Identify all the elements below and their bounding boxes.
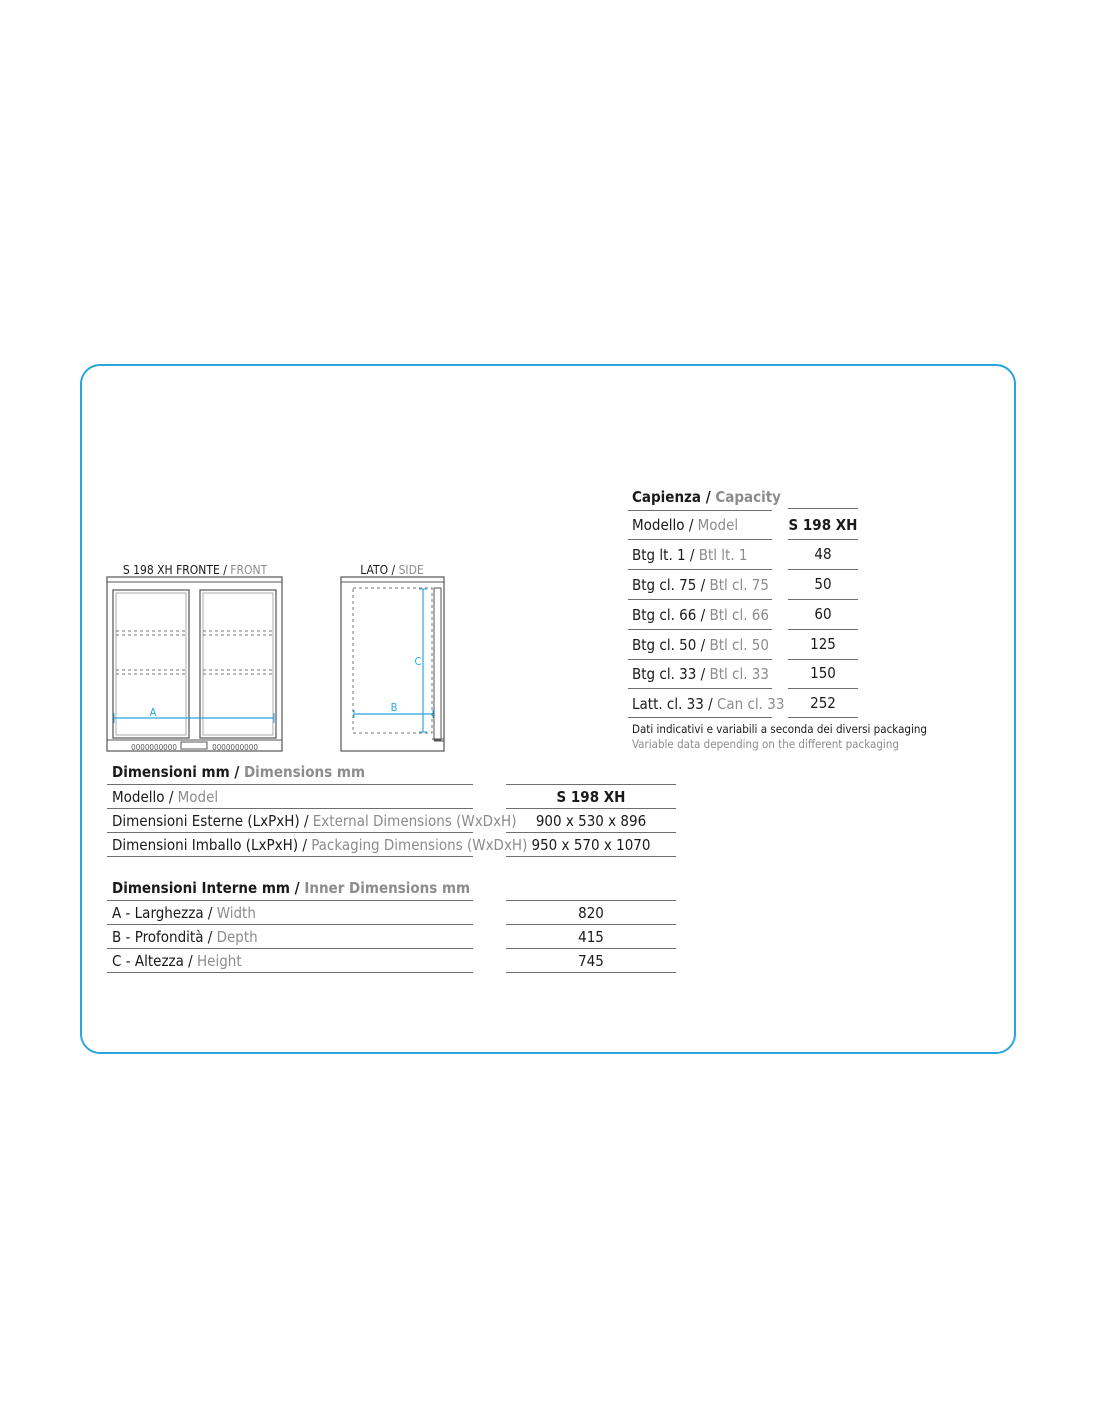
dimension-b-label: B [390, 701, 398, 714]
side-drawing-title: LATO / SIDE [360, 563, 424, 577]
capacity-header-model: S 198 XH [788, 516, 858, 534]
dimensions-row-value: 950 x 570 x 1070 [531, 836, 651, 854]
vent-right: 0000000000 [212, 743, 258, 752]
vent-left: 0000000000 [131, 743, 177, 752]
capacity-row-label: Btg cl. 66 / Btl cl. 66 [632, 606, 769, 624]
capacity-row-value: 125 [810, 635, 836, 653]
capacity-row-label: Btg cl. 33 / Btl cl. 33 [632, 665, 769, 683]
dimension-a-label: A [149, 706, 157, 719]
dimensions-row-label: Dimensioni Esterne (LxPxH) / External Dimensions (WxDxH) [112, 812, 517, 830]
capacity-row-label: Btg lt. 1 / Btl lt. 1 [632, 546, 748, 564]
capacity-row-label: Latt. cl. 33 / Can cl. 33 [632, 695, 785, 713]
capacity-title: Capienza / Capacity [632, 488, 781, 506]
dimension-c-label: C [414, 655, 422, 668]
capacity-header-label: Modello / Model [632, 516, 739, 534]
dimensions-header-label: Modello / Model [112, 788, 219, 806]
inner-row-value: 820 [578, 904, 604, 922]
inner-row-label: A - Larghezza / Width [112, 904, 256, 922]
side-view-drawing [336, 574, 448, 756]
dimensions-header-model: S 198 XH [556, 788, 626, 806]
front-drawing-title: S 198 XH FRONTE / FRONT [122, 563, 268, 577]
capacity-row-label: Btg cl. 75 / Btl cl. 75 [632, 576, 769, 594]
capacity-row-value: 48 [814, 545, 832, 563]
dimensions-row-value: 900 x 530 x 896 [535, 812, 647, 830]
capacity-row-value: 252 [810, 694, 836, 712]
inner-row-value: 415 [578, 928, 604, 946]
inner-row-label: C - Altezza / Height [112, 952, 242, 970]
inner-dimensions-title: Dimensioni Interne mm / Inner Dimensions mm [112, 879, 471, 897]
capacity-row-value: 60 [814, 605, 832, 623]
capacity-row-value: 150 [810, 664, 836, 682]
capacity-note-it: Dati indicativi e variabili a seconda dei diversi packaging [632, 722, 927, 736]
capacity-row-value: 50 [814, 575, 832, 593]
inner-row-value: 745 [578, 952, 604, 970]
inner-row-label: B - Profondità / Depth [112, 928, 258, 946]
dimensions-row-label: Dimensioni Imballo (LxPxH) / Packaging Dimensions (WxDxH) [112, 836, 528, 854]
capacity-note-en: Variable data depending on the different packaging [632, 737, 899, 751]
dimensions-title: Dimensioni mm / Dimensions mm [112, 763, 366, 781]
front-view-drawing [100, 574, 290, 756]
capacity-row-label: Btg cl. 50 / Btl cl. 50 [632, 636, 769, 654]
